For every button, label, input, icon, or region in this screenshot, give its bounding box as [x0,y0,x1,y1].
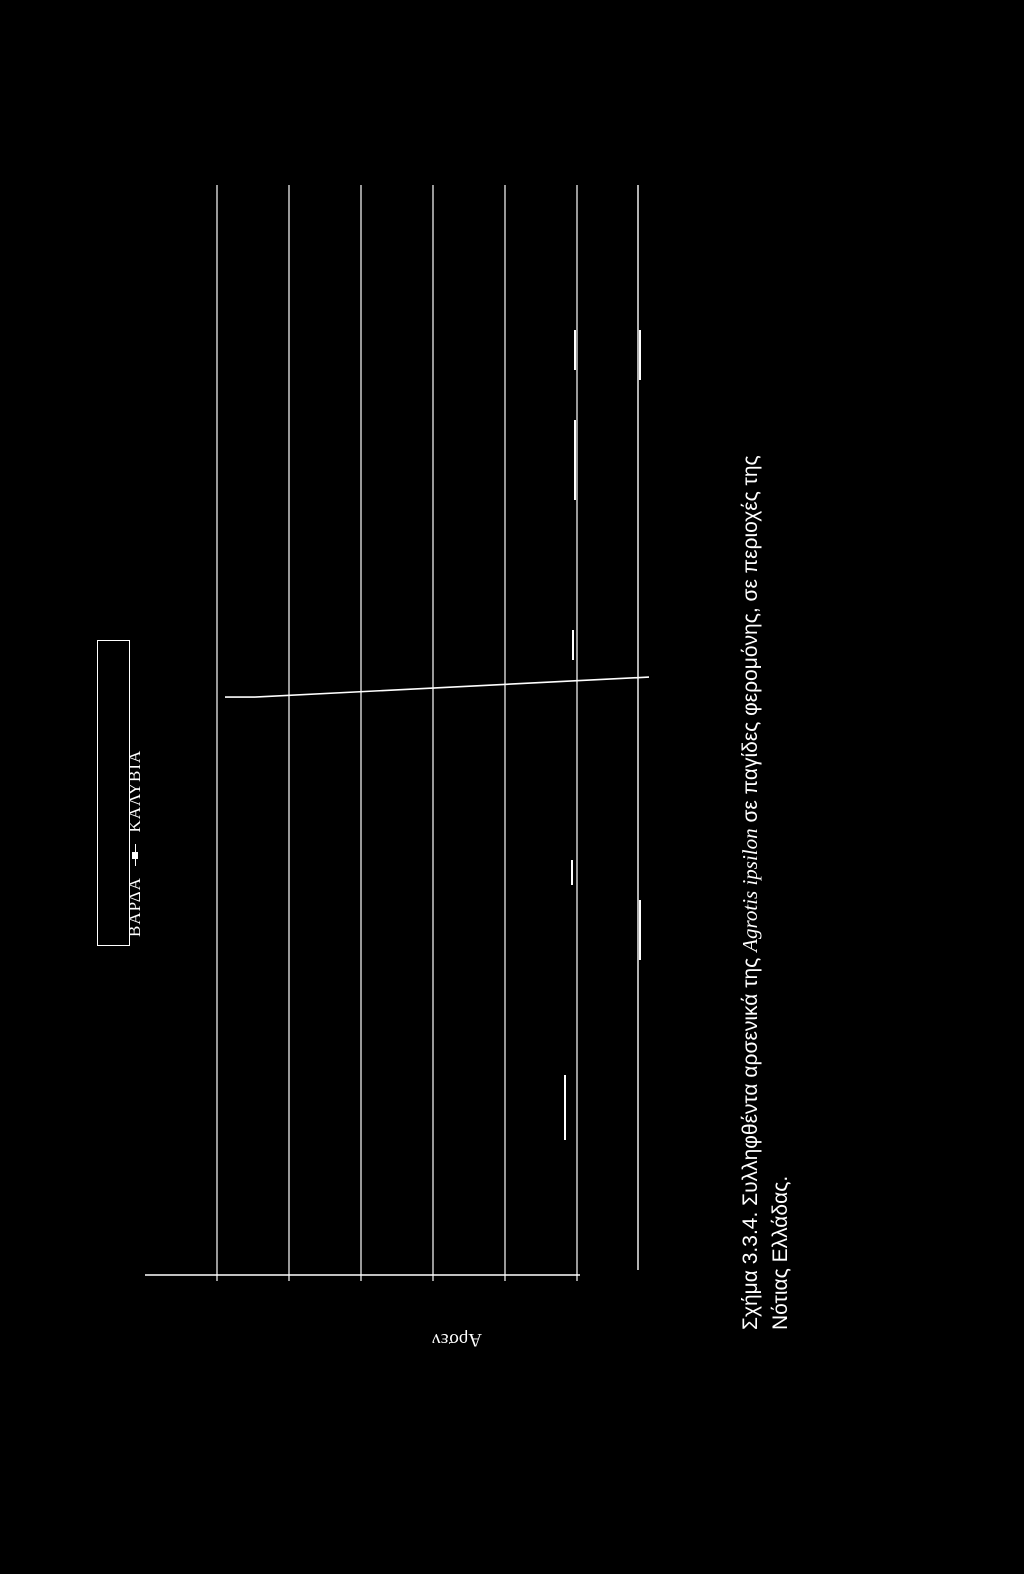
caption-line-1: Σχήμα 3.3.4. Συλληφθέντα αρσενικά της Agrotis ipsilon σε παγίδες φερομόνης, σε περιοχές της [738,455,762,1330]
caption-line-2: Νότιας Ελλάδας. [769,1175,792,1330]
legend-label-kalyvia: ΚΑΛΥΒΙΑ [125,749,145,833]
y-axis-label: Αρσεν [432,1329,483,1350]
legend-label-varda: ΒΑΡΔΑ [125,877,145,937]
species-name: Agrotis ipsilon [738,828,762,952]
series-1-spike-8 [255,677,649,697]
legend [97,640,145,946]
legend-marker-square-icon [135,844,136,866]
figure-caption [735,455,796,1330]
